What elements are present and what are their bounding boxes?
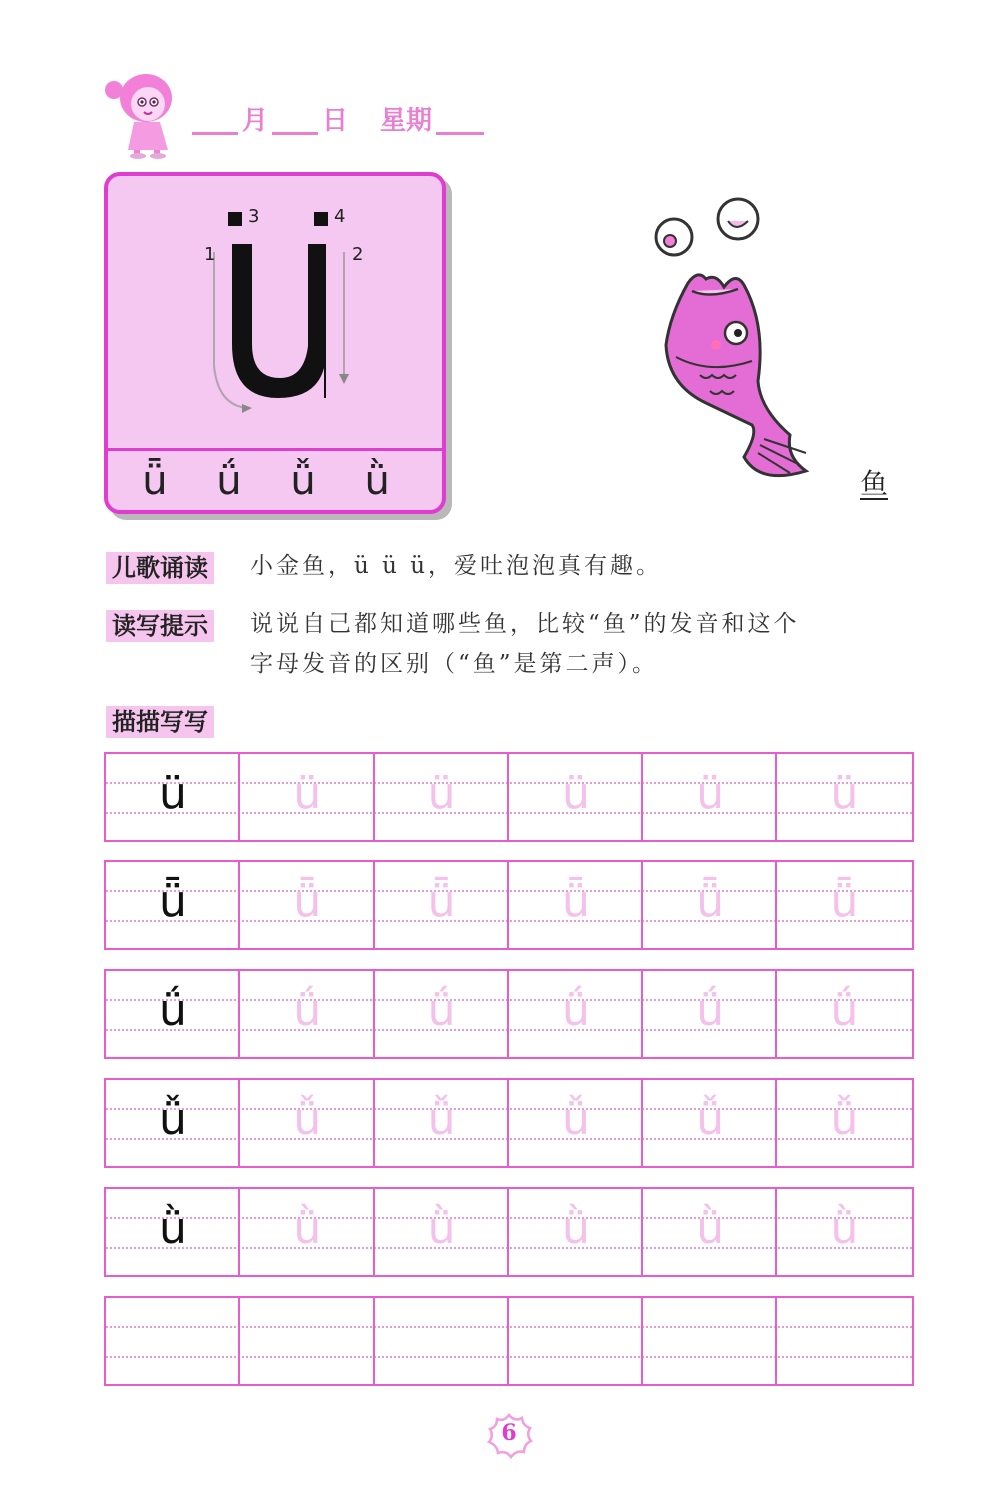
- letter-card: [104, 172, 446, 514]
- trace-cell[interactable]: [240, 862, 374, 948]
- practice-row: [104, 969, 914, 1059]
- trace-letter: ü: [427, 768, 456, 819]
- trace-cell[interactable]: [509, 971, 643, 1057]
- trace-letter: ü: [561, 768, 590, 819]
- practice-row: [104, 860, 914, 950]
- trace-letter: ǜ: [427, 1203, 456, 1254]
- page-number: 6: [501, 1420, 517, 1446]
- trace-cell[interactable]: [778, 1080, 913, 1166]
- trace-letter: ǘ: [561, 985, 590, 1036]
- day-label: 日: [322, 106, 349, 136]
- trace-cell[interactable]: [375, 1189, 509, 1275]
- trace-letter: ǚ: [561, 1094, 590, 1145]
- trace-letter: ǚ: [696, 1094, 725, 1145]
- date-line: [192, 100, 492, 140]
- trace-cell[interactable]: [240, 971, 374, 1057]
- stroke-number-2: 2: [352, 244, 364, 265]
- trace-cell[interactable]: [240, 1189, 374, 1275]
- practice-row: [104, 752, 914, 842]
- trace-cell[interactable]: [375, 1080, 509, 1166]
- practice-row: [104, 1296, 914, 1386]
- trace-letter: ǘ: [427, 985, 456, 1036]
- trace-cell[interactable]: [375, 971, 509, 1057]
- trace-cell[interactable]: [643, 1080, 777, 1166]
- tone-4: ǜ: [364, 458, 408, 504]
- trace-letter: ü: [293, 768, 322, 819]
- rhyme-section: [106, 548, 214, 583]
- trace-letter: ǘ: [293, 985, 322, 1036]
- model-letter: ǚ: [159, 1094, 187, 1145]
- trace-cell[interactable]: [375, 1298, 509, 1384]
- trace-letter: ǚ: [293, 1094, 322, 1145]
- trace-cell[interactable]: [778, 1298, 913, 1384]
- trace-cell[interactable]: [778, 754, 913, 840]
- rhyme-tag: 儿歌诵读: [106, 552, 214, 584]
- trace-cell[interactable]: [240, 1080, 374, 1166]
- trace-letter: ǜ: [696, 1203, 725, 1254]
- practice-tag: 描描写写: [106, 706, 214, 738]
- trace-cell[interactable]: [509, 754, 643, 840]
- trace-letter: ǖ: [427, 876, 456, 927]
- trace-letter: ǜ: [293, 1203, 322, 1254]
- model-letter: ǘ: [159, 985, 187, 1036]
- tone-1: ǖ: [142, 458, 186, 504]
- trace-cell[interactable]: [643, 1189, 777, 1275]
- trace-cell[interactable]: [375, 862, 509, 948]
- stroke-number-4: 4: [334, 206, 346, 227]
- weekday-label: 星期: [380, 106, 433, 136]
- trace-letter: ü: [830, 768, 859, 819]
- trace-letter: ü: [696, 768, 725, 819]
- tone-row: [108, 458, 442, 504]
- trace-cell[interactable]: [643, 862, 777, 948]
- trace-letter: ǘ: [696, 985, 725, 1036]
- trace-letter: ǘ: [830, 985, 859, 1036]
- trace-cell[interactable]: [240, 1298, 374, 1384]
- tips-line-2: 字母发音的区别（“鱼”是第二声）。: [250, 651, 659, 677]
- trace-cell[interactable]: [240, 754, 374, 840]
- model-cell[interactable]: [106, 1298, 240, 1384]
- stroke-number-1: 1: [204, 244, 216, 265]
- model-cell[interactable]: [106, 1189, 240, 1275]
- tone-2: ǘ: [216, 458, 260, 504]
- trace-cell[interactable]: [509, 1080, 643, 1166]
- practice-section: [106, 702, 214, 737]
- trace-cell[interactable]: [509, 862, 643, 948]
- stroke-number-3: 3: [248, 206, 260, 227]
- trace-letter: ǖ: [561, 876, 590, 927]
- trace-cell[interactable]: [375, 754, 509, 840]
- model-cell[interactable]: [106, 862, 240, 948]
- trace-cell[interactable]: [778, 1189, 913, 1275]
- trace-letter: ǜ: [561, 1203, 590, 1254]
- girl-mascot-icon: [98, 68, 182, 160]
- trace-cell[interactable]: [643, 971, 777, 1057]
- trace-cell[interactable]: [778, 971, 913, 1057]
- trace-cell[interactable]: [509, 1189, 643, 1275]
- practice-row: [104, 1078, 914, 1168]
- fish-word: 鱼: [860, 467, 889, 500]
- tone-3: ǚ: [290, 458, 334, 504]
- model-letter: ǜ: [159, 1203, 187, 1254]
- trace-letter: ǖ: [293, 876, 322, 927]
- model-cell[interactable]: [106, 754, 240, 840]
- model-cell[interactable]: [106, 971, 240, 1057]
- trace-cell[interactable]: [643, 1298, 777, 1384]
- card-divider: [108, 448, 442, 451]
- trace-letter: ǚ: [830, 1094, 859, 1145]
- letter-stroke-diagram: [108, 176, 442, 446]
- rhyme-text: 小金鱼，ü ü ü，爱吐泡泡真有趣。: [250, 553, 663, 579]
- trace-cell[interactable]: [643, 754, 777, 840]
- tips-tag: 读写提示: [106, 610, 214, 642]
- model-cell[interactable]: [106, 1080, 240, 1166]
- trace-cell[interactable]: [778, 862, 913, 948]
- tips-line-1: 说说自己都知道哪些鱼，比较“鱼”的发音和这个: [250, 611, 800, 637]
- model-letter: ü: [159, 768, 187, 819]
- tips-section: [106, 606, 214, 641]
- fish-illustration: [640, 195, 830, 495]
- model-letter: ǖ: [159, 876, 187, 927]
- trace-cell[interactable]: [509, 1298, 643, 1384]
- trace-letter: ǚ: [427, 1094, 456, 1145]
- practice-row: [104, 1187, 914, 1277]
- trace-letter: ǖ: [696, 876, 725, 927]
- month-label: 月: [242, 106, 269, 136]
- trace-letter: ǜ: [830, 1203, 859, 1254]
- trace-letter: ǖ: [830, 876, 859, 927]
